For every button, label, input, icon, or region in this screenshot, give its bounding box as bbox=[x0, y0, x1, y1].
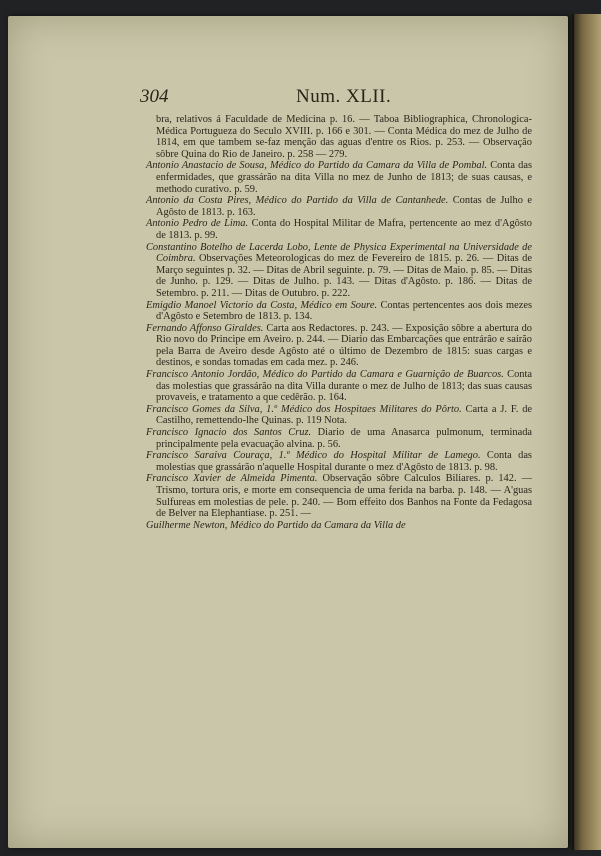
entry-role: , Médico do Partido da Villa de Cantanhede. bbox=[248, 195, 449, 207]
entry-name: Francisco Xavier de Almeida Pimenta. bbox=[146, 473, 318, 485]
entry-text: Conta das molestias que grassárão n'aquelle Hospital durante o mez d'Agôsto de 1813. p. 98. bbox=[156, 450, 532, 473]
entry-text: Conta das enfermidades, que grassárão na dita Villa no mez de Junho de 1813; de suas causas, e methodo curativo. p. 59. bbox=[156, 160, 532, 195]
facing-page-edge bbox=[572, 14, 601, 850]
entry-role: , Médico em Soure. bbox=[294, 299, 378, 311]
entry-text: Observações Meteorologicas do mez de Fevereiro de 1815. p. 26. — Ditas de Março seguintes p. 32. — Ditas de Abril seguinte. p. 79. — Ditas de Maio. p. 85. — Ditas de Junho. p. 129. — Ditas de Julho. p. 143. — Ditas d'Agôsto. p. 186. — Ditas de Setembro. p. 211. — Ditas de Outubro. p. 222. bbox=[156, 253, 532, 299]
index-entry bbox=[146, 242, 532, 300]
entry-name: Fernando Affonso Giraldes. bbox=[146, 322, 264, 334]
entry-role: , Médico do Partido da Camara e Guarnição de Buarcos. bbox=[256, 369, 504, 381]
entry-name: Francisco Ignacio dos Santos Cruz. bbox=[146, 427, 312, 439]
entry-text: Contas pertencentes aos dois mezes d'Agôsto e Setembro de 1813. p. 134. bbox=[156, 299, 532, 323]
index-body bbox=[146, 114, 532, 531]
entry-role: , Médico do Partido da Camara da Villa de Pombal. bbox=[264, 160, 488, 172]
index-entry bbox=[146, 427, 532, 450]
index-entry bbox=[146, 114, 532, 160]
entry-name: Emigdio Manoel Victorio da Costa bbox=[146, 299, 295, 311]
entry-text: Carta aos Redactores. p. 243. — Exposição sôbre a abertura do Rio novo do Principe em Aveiro. p. 244. — Diario das Embarcações que entrárão e saírão pela Barra de Aveiro desde Agôsto até o último de Dezembro de 1815: suas cargas e destinos, e sondas tomadas em cada mez. p. 246. bbox=[156, 322, 533, 369]
entry-name: Constantino Botelho de Lacerda Lobo bbox=[146, 241, 308, 253]
entry-role: , Lente de Physica Experimental na Universidade de Coimbra. bbox=[156, 241, 532, 265]
index-entry bbox=[146, 195, 532, 218]
page-header bbox=[0, 86, 601, 110]
entry-text: Conta do Hospital Militar de Mafra, pertencente ao mez d'Agôsto de 1813. p. 99. bbox=[156, 218, 532, 241]
index-entry bbox=[146, 404, 532, 427]
entry-text: Carta a J. F. de Castilho, remettendo-lhe Quinas. p. 119 Nota. bbox=[156, 403, 533, 427]
page-number: 304 bbox=[140, 86, 169, 107]
entry-name: Francisco Saraiva Couraça bbox=[146, 450, 270, 462]
index-entry bbox=[146, 450, 532, 473]
entry-text: Observação sôbre Calculos Biliares. p. 142. — Trismo, tortura oris, e morte em consequencia de uma ferida na barba. p. 148. — A'guas Sulfureas em molestias de pele. p. 240. — Bom effeito dos Banhos na Fonte da Fedagosa de Belver na Elephantiase. p. 251. — bbox=[156, 473, 532, 520]
index-entry bbox=[146, 323, 532, 369]
entry-text: Contas de Julho e Agôsto de 1813. p. 163. bbox=[156, 195, 532, 218]
entry-name: Antonio Anastacio de Sousa bbox=[146, 160, 265, 172]
index-entry bbox=[146, 300, 532, 323]
entry-name: Antonio Pedro de Lima. bbox=[146, 218, 249, 230]
entry-name: Francisco Gomes da Silva bbox=[146, 403, 260, 415]
entry-name: Guilherme Newton bbox=[146, 519, 225, 531]
index-entry bbox=[146, 160, 532, 195]
entry-name: Francisco Antonio Jordão bbox=[146, 369, 257, 381]
entry-role: , 1.º Médico do Hospital Militar de Lamego. bbox=[269, 450, 481, 462]
index-entry bbox=[146, 218, 532, 241]
entry-text: Conta das molestias que grassárão na dita Villa durante o mez de Julho de 1813; das suas causas provaveis, e tratamento a que cedêrão. p. 164. bbox=[156, 369, 533, 404]
index-entry bbox=[146, 520, 532, 532]
entry-text: bra, relativos á Faculdade de Medicina p. 16. — Taboa Bibliographica, Chronologica-Médica Portugueza do Seculo XVIII. p. 166 e 301. — Conta Médica do mez de Julho de 1814, em que tambem se-faz menção das aguas d'entre os Rios. p. 253. — Observação sôbre Quina do Rio de Janeiro. p. 258 — 279. bbox=[156, 114, 532, 160]
index-entry bbox=[146, 369, 532, 404]
index-entry bbox=[146, 473, 532, 519]
entry-text: Diario de uma Anasarca pulmonum, terminada principalmente pela evacuação alvina. p. 56. bbox=[156, 427, 533, 450]
entry-role: , Médico do Partido da Camara da Villa de bbox=[224, 519, 406, 531]
entry-role: , 1.º Médico dos Hospitaes Militares do Pôrto. bbox=[259, 403, 462, 415]
running-head: Num. XLII. bbox=[296, 86, 392, 107]
entry-name: Antonio da Costa Pires bbox=[146, 195, 249, 207]
